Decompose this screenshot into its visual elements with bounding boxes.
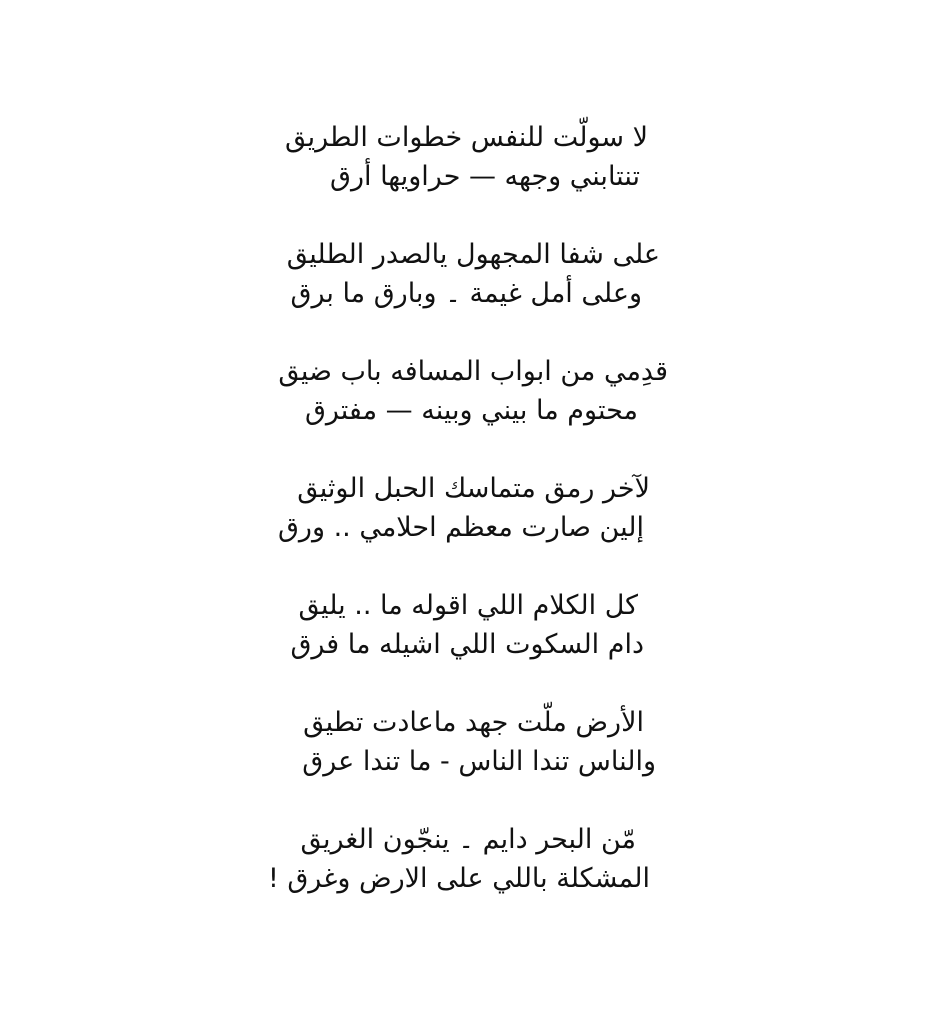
- stanza-5: [220, 586, 690, 703]
- verse-line: إلين صارت معظم احلامي .. ورق: [277, 512, 644, 543]
- verse-line: المشكلة باللي على الارض وغرق !: [267, 863, 650, 894]
- stanza-4: [220, 469, 690, 586]
- verse-line: لآخر رمق متماسك الحبل الوثيق: [297, 473, 650, 504]
- verse-line: محتوم ما بيني وبينه — مفترق: [304, 395, 638, 426]
- verse-line: مّن البحر دايم ۔ ينجّون الغريق: [300, 824, 636, 855]
- poem-body: [220, 118, 690, 937]
- verse-line: دام السكوت اللي اشيله ما فرق: [290, 629, 644, 660]
- verse-line: وعلى أمل غيمة ۔ وبارق ما برق: [290, 278, 642, 309]
- verse-line: لا سولّت للنفس خطوات الطريق: [285, 122, 648, 153]
- verse-line: الأرض ملّت جهد ماعادت تطيق: [303, 707, 644, 738]
- verse-line: تنتابني وجهه — حراويها أرق: [330, 161, 640, 192]
- verse-line: والناس تندا الناس - ما تندا عرق: [302, 746, 656, 777]
- verse-line: قدِمي من ابواب المسافه باب ضيق: [278, 356, 668, 387]
- stanza-3: [220, 352, 690, 469]
- stanza-6: [220, 703, 690, 820]
- stanza-1: [220, 118, 690, 235]
- stanza-2: [220, 235, 690, 352]
- stanza-7: [220, 820, 690, 937]
- verse-line: كل الكلام اللي اقوله ما .. يليق: [298, 590, 638, 621]
- verse-line: على شفا المجهول يالصدر الطليق: [286, 239, 660, 270]
